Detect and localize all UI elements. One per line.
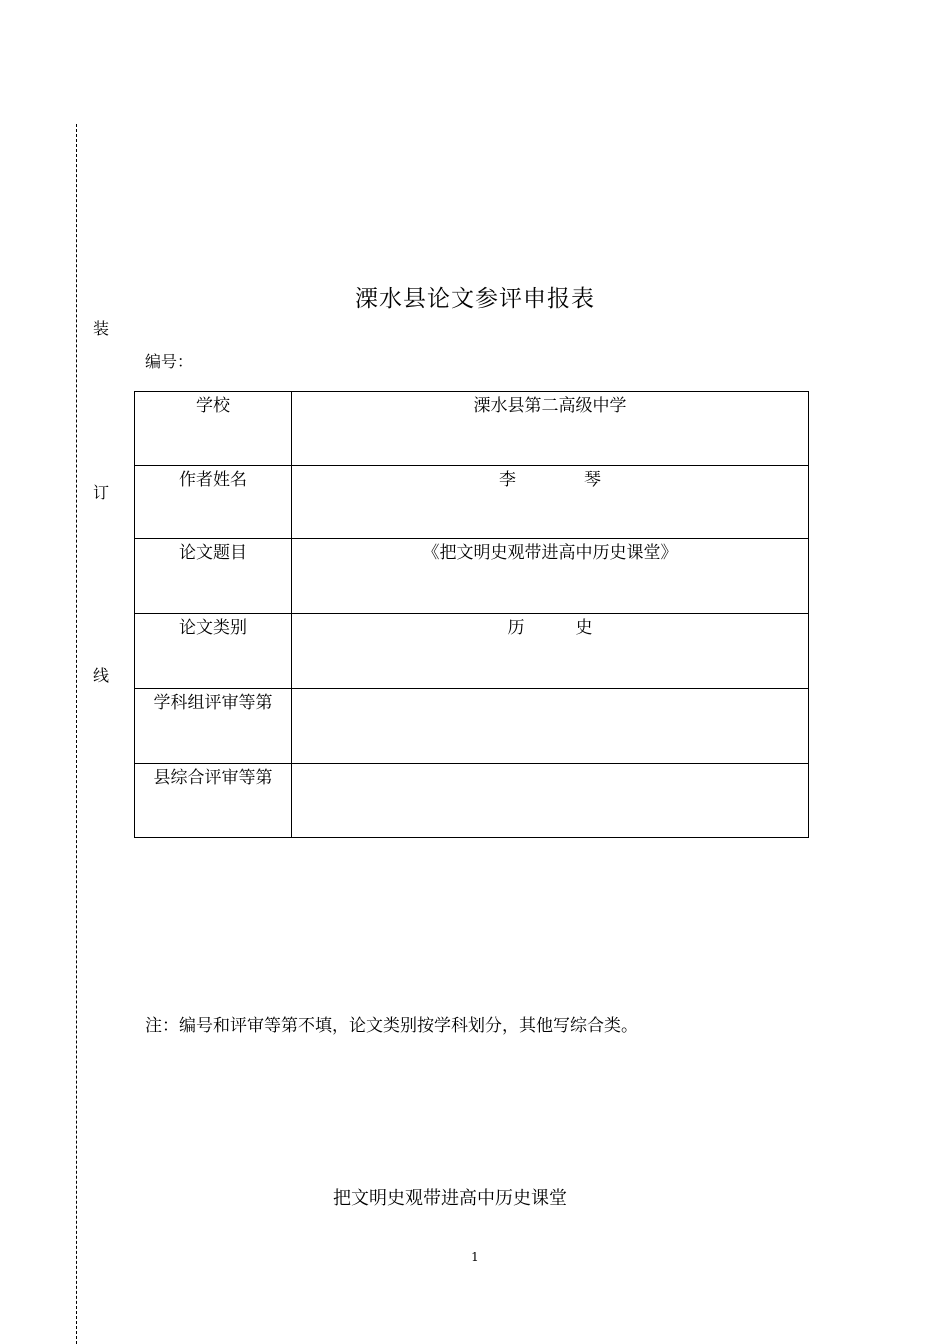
table-row (135, 689, 809, 764)
row-value-paper-title: 《把文明史观带进高中历史课堂》 (292, 539, 809, 614)
row-label-county-review: 县综合评审等第 (135, 764, 292, 838)
row-value-school: 溧水县第二高级中学 (292, 392, 809, 466)
binding-char-xian: 线 (93, 666, 110, 685)
application-form-table (134, 391, 809, 838)
form-note: 注：编号和评审等第不填，论文类别按学科划分，其他写综合类。 (145, 1016, 638, 1036)
table-row (135, 614, 809, 689)
table-row (135, 466, 809, 539)
row-label-paper-title: 论文题目 (135, 539, 292, 614)
row-label-category: 论文类别 (135, 614, 292, 689)
table-row (135, 392, 809, 466)
row-value-author: 李 琴 (292, 466, 809, 539)
paper-title-heading: 把文明史观带进高中历史课堂 (333, 1188, 567, 1209)
table-row (135, 764, 809, 838)
row-value-county-review (292, 764, 809, 838)
binding-char-ding: 订 (93, 483, 110, 502)
row-label-subject-review: 学科组评审等第 (135, 689, 292, 764)
page-number: 1 (471, 1250, 479, 1264)
form-title: 溧水县论文参评申报表 (355, 286, 595, 312)
row-value-subject-review (292, 689, 809, 764)
binding-char-zhuang: 装 (93, 319, 110, 338)
row-label-school: 学校 (135, 392, 292, 466)
row-value-category: 历 史 (292, 614, 809, 689)
serial-number-label: 编号： (145, 352, 194, 371)
table-row (135, 539, 809, 614)
row-label-author: 作者姓名 (135, 466, 292, 539)
